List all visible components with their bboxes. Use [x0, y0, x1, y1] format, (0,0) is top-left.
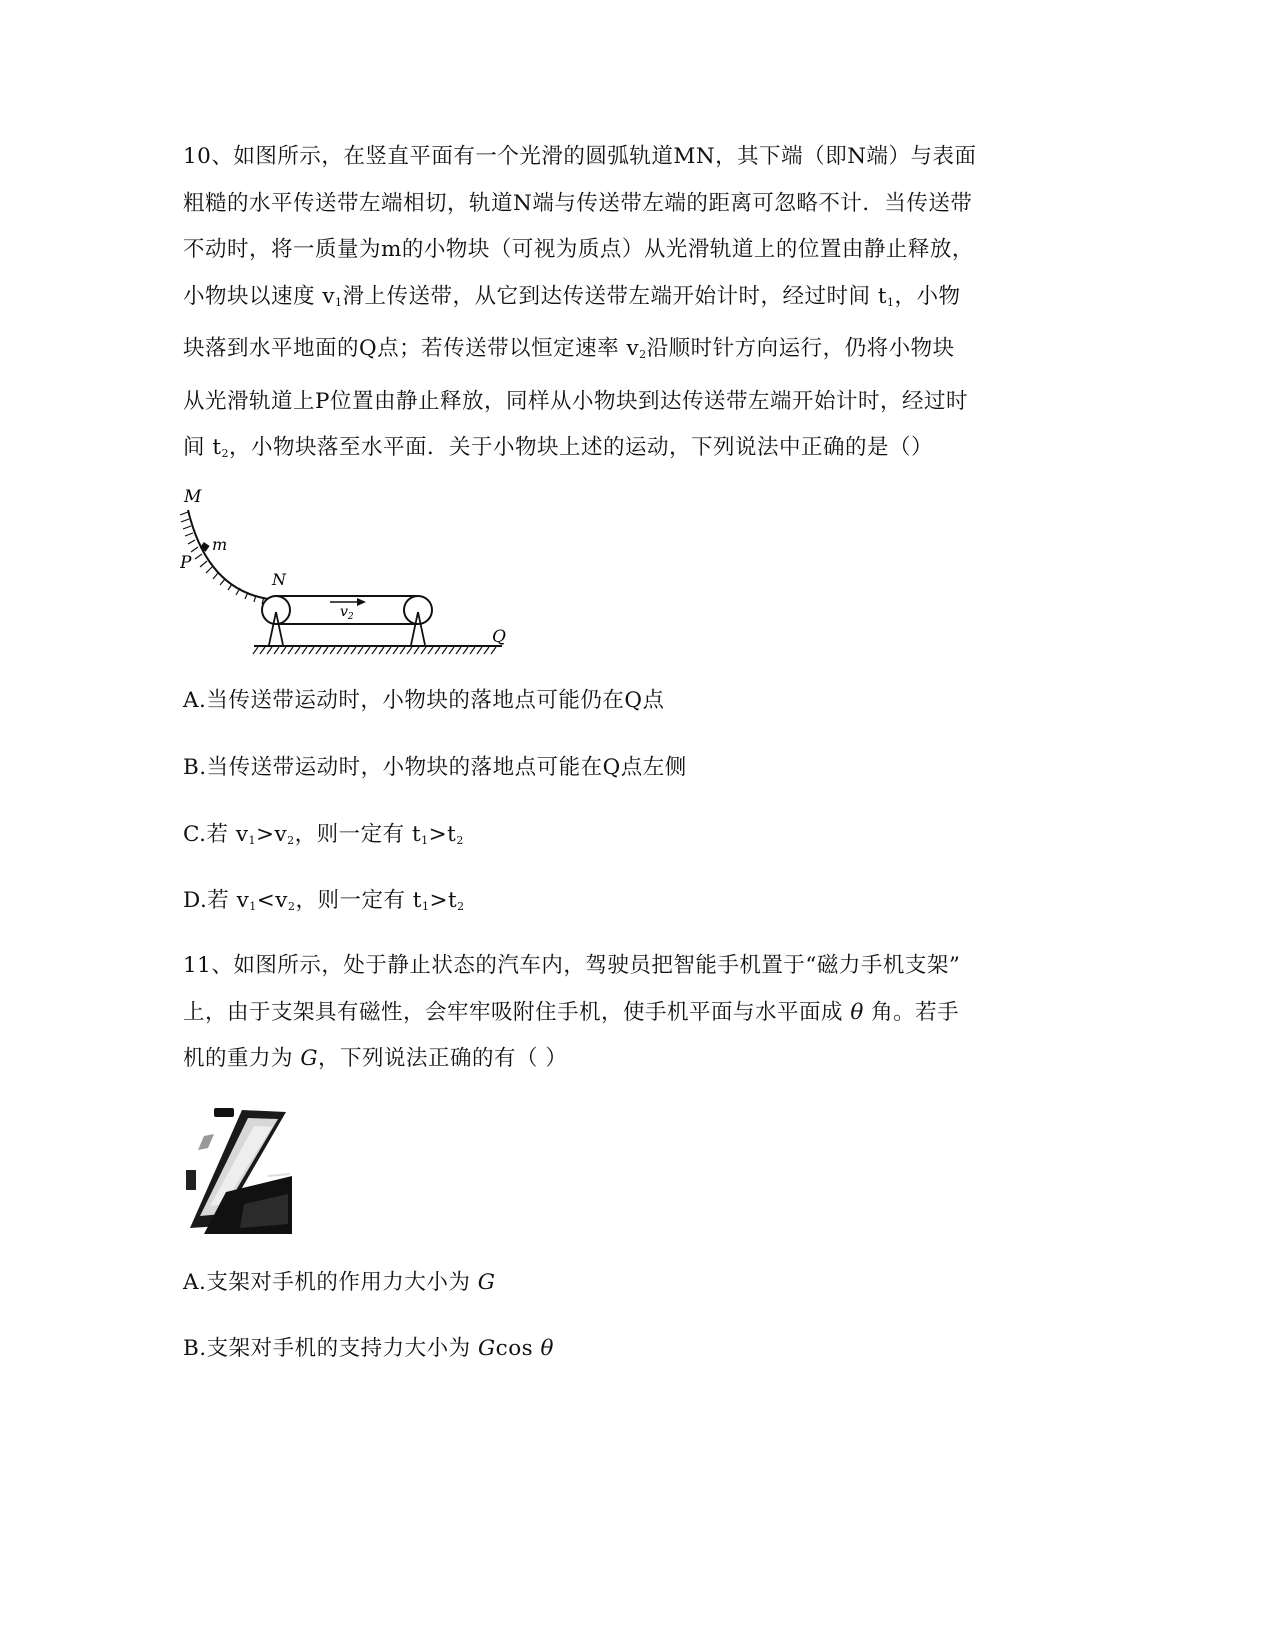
q10-line-4-c: ，小物 — [894, 283, 961, 309]
ground-hatch-tick — [267, 647, 272, 654]
q10-line-4-a: 小物块以速度 v — [183, 283, 335, 309]
q11-option-b — [183, 1334, 1083, 1364]
ground-hatching — [253, 647, 496, 654]
arc-hatching — [180, 512, 272, 606]
q10-line-3: 不动时，将一质量为m的小物块（可视为质点）从光滑轨道上的位置由静止释放， — [183, 237, 974, 262]
conveyor-belt-diagram — [180, 482, 510, 662]
ground-hatch-tick — [253, 647, 258, 654]
cos-text: cos — [495, 1336, 541, 1361]
q10-line-6: 从光滑轨道上P位置由静止释放，同样从小物块到达传送带左端开始计时，经过时 — [183, 388, 968, 414]
subscript: 1 — [421, 834, 429, 847]
subscript: 2 — [221, 447, 229, 460]
q11-option-a-text: A.支架对手机的作用力大小为 — [183, 1270, 478, 1295]
q10-option-c-part-2: >v — [256, 822, 288, 847]
ground-hatch-tick — [330, 647, 335, 654]
gravity-symbol: G — [477, 1270, 496, 1295]
gravity-symbol: G — [300, 1046, 319, 1071]
q10-option-d-part-1: D.若 v — [183, 888, 250, 913]
q10-option-d — [183, 886, 1083, 922]
q10-option-c-part-3: ，则一定有 t — [294, 822, 422, 847]
q10-line-7-a: 间 t — [183, 435, 222, 460]
ground-hatch-tick — [484, 647, 489, 654]
q10-line-5-b: 沿顺时针方向运行，仍将小物块 — [646, 336, 955, 361]
q10-line-7-b: ，小物块落至水平面．关于小物块上述的运动，下列说法中正确的是（） — [228, 435, 933, 460]
label-N: N — [272, 570, 286, 589]
ground-hatch-tick — [428, 647, 433, 654]
ground-hatch-tick — [323, 647, 328, 654]
ground-hatch-tick — [435, 647, 440, 654]
ground-hatch-tick — [491, 647, 496, 654]
q11-option-b-text: B.支架对手机的支持力大小为 — [183, 1336, 478, 1361]
ground-hatch-tick — [365, 647, 370, 654]
ground-hatch-tick — [379, 647, 384, 654]
right-pulley — [404, 596, 432, 624]
ground-hatch-tick — [260, 647, 265, 654]
ground-hatch-tick — [414, 647, 419, 654]
subscript: 2 — [456, 834, 464, 847]
ground-hatch-tick — [470, 647, 475, 654]
subscript: 1 — [248, 834, 256, 847]
subscript: 1 — [334, 295, 343, 309]
q10-line-1: 10、如图所示，在竖直平面有一个光滑的圆弧轨道MN，其下端（即N端）与表面 — [183, 144, 977, 169]
label-v-main: v — [340, 604, 348, 620]
q10-option-d-part-2: <v — [256, 888, 288, 913]
q10-line-5 — [183, 326, 1083, 379]
subscript: 2 — [639, 348, 647, 361]
label-Q: Q — [492, 627, 506, 647]
q11-line-1: 11、如图所示，处于静止状态的汽车内，驾驶员把智能手机置于“磁力手机支架” — [183, 953, 961, 978]
q11-line-2 — [183, 990, 1083, 1037]
question-11-stem — [183, 943, 1083, 1083]
ground-hatch-tick — [407, 647, 412, 654]
q11-line-3 — [183, 1036, 1083, 1083]
q10-option-b: B.当传送带运动时，小物块的落地点可能在Q点左侧 — [183, 755, 687, 780]
ground-hatch-tick — [393, 647, 398, 654]
ground-hatch-tick — [344, 647, 349, 654]
label-m: m — [212, 535, 228, 554]
theta-symbol: θ — [540, 1336, 554, 1361]
ground-hatch-tick — [400, 647, 405, 654]
q10-line-5-a: 块落到水平地面的Q点；若传送带以恒定速率 v — [183, 336, 640, 361]
ground-hatch-tick — [477, 647, 482, 654]
q10-option-c-part-1: C.若 v — [183, 822, 249, 847]
label-P: P — [180, 553, 192, 573]
ground-hatch-tick — [316, 647, 321, 654]
ground-hatch-tick — [449, 647, 454, 654]
phone-holder-photo — [184, 1106, 294, 1234]
ground-hatch-tick — [274, 647, 279, 654]
ground-hatch-tick — [463, 647, 468, 654]
label-v — [340, 604, 354, 622]
question-10-stem — [183, 134, 1083, 478]
q10-line-7 — [183, 425, 1083, 478]
ground-hatch-tick — [351, 647, 356, 654]
subscript: 2 — [287, 834, 295, 847]
q10-option-d-part-3: ，则一定有 t — [295, 888, 422, 913]
ground-hatch-tick — [358, 647, 363, 654]
q10-option-a: A.当传送带运动时，小物块的落地点可能仍在Q点 — [183, 688, 665, 713]
q11-line-3-c: ，下列说法正确的有（ ） — [318, 1046, 568, 1071]
ground-hatch-tick — [421, 647, 426, 654]
q10-line-4-b: 滑上传送带，从它到达传送带左端开始计时，经过时间 t — [342, 283, 887, 309]
q10-option-c-part-4: >t — [428, 822, 457, 847]
subscript: 2 — [457, 900, 465, 913]
arrow-head — [357, 598, 366, 606]
q11-option-a — [183, 1268, 1083, 1298]
q10-option-c — [183, 820, 1083, 856]
ground-hatch-tick — [281, 647, 286, 654]
q11-line-2-a: 上，由于支架具有磁性，会牢牢吸附住手机，使手机平面与水平面成 — [183, 999, 851, 1025]
q10-line-2: 粗糙的水平传送带左端相切，轨道N端与传送带左端的距离可忽略不计．当传送带 — [183, 190, 973, 216]
subscript: 1 — [421, 900, 430, 913]
ground-hatch-tick — [302, 647, 307, 654]
ground-hatch-tick — [309, 647, 314, 654]
ground-hatch-tick — [295, 647, 300, 654]
gravity-symbol: G — [477, 1336, 496, 1361]
subscript: 2 — [287, 900, 296, 913]
label-M: M — [184, 487, 202, 507]
q11-line-3-a: 机的重力为 — [183, 1046, 301, 1071]
ground-hatch-tick — [386, 647, 391, 654]
q10-line-4 — [183, 274, 1083, 327]
label-v-sub: 2 — [347, 612, 354, 622]
small-block — [200, 542, 210, 552]
ground-hatch-tick — [442, 647, 447, 654]
theta-symbol: θ — [850, 999, 864, 1025]
left-pulley — [262, 596, 290, 624]
ground-hatch-tick — [288, 647, 293, 654]
q10-option-d-part-4: >t — [429, 888, 458, 913]
subscript: 1 — [886, 295, 895, 309]
ground-hatch-tick — [456, 647, 461, 654]
q11-line-2-c: 角。若手 — [863, 999, 960, 1025]
ground-hatch-tick — [372, 647, 377, 654]
ground-hatch-tick — [337, 647, 342, 654]
subscript: 1 — [249, 900, 257, 913]
